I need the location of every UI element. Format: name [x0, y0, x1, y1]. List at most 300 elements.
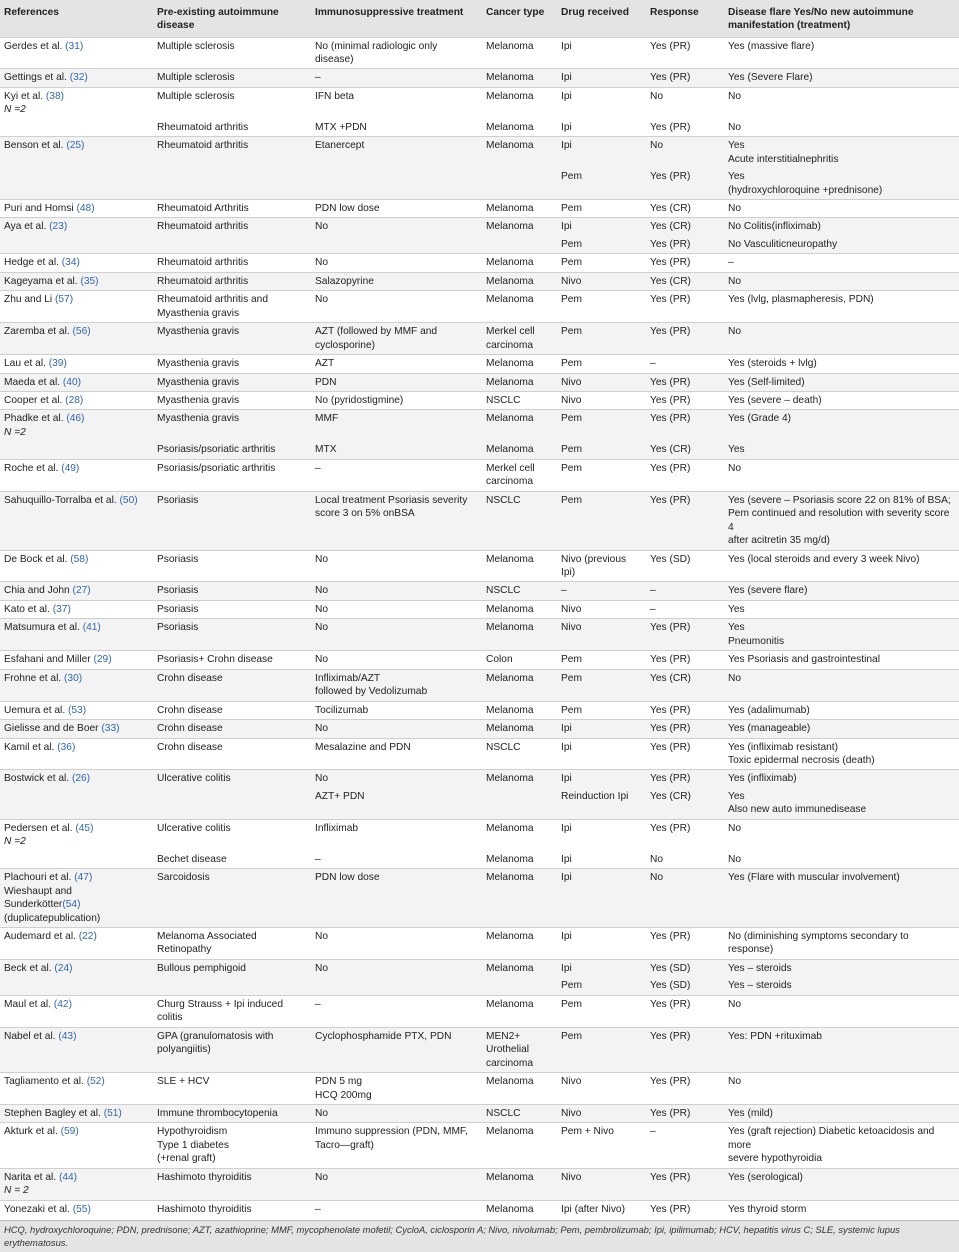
cell-drug: Pem	[557, 200, 646, 218]
cell-response: Yes (PR)	[646, 291, 724, 323]
cell-treatment: Cyclophosphamide PTX, PDN	[311, 1027, 482, 1072]
cell-treatment: No	[311, 1104, 482, 1122]
cell-reference	[0, 619, 153, 651]
cell-reference	[0, 392, 153, 410]
cell-cancer-type: NSCLC	[482, 1104, 557, 1122]
cell-disease: Myasthenia gravis	[153, 355, 311, 373]
cell-cancer-type: Melanoma	[482, 869, 557, 928]
reference-author: Kageyama et al.	[4, 275, 81, 287]
header-response: Response	[646, 0, 724, 37]
cell-disease: GPA (granulomatosis with polyangiitis)	[153, 1027, 311, 1072]
cell-cancer-type: Melanoma	[482, 410, 557, 441]
reference-author: Zhu and Li	[4, 294, 55, 306]
cell-treatment: Immuno suppression (PDN, MMF, Tacro—graft)	[311, 1123, 482, 1168]
cell-reference	[0, 254, 153, 272]
cell-disease: Hashimoto thyroiditis	[153, 1168, 311, 1200]
cell-flare: Yes (infliximab resistant) Toxic epidermal necrosis (death)	[724, 738, 959, 770]
cell-reference	[0, 977, 153, 995]
cell-disease	[153, 236, 311, 254]
cell-response: Yes (PR)	[646, 459, 724, 491]
cell-cancer-type: Melanoma	[482, 619, 557, 651]
cell-treatment: No	[311, 291, 482, 323]
table-row	[0, 87, 959, 118]
cell-flare: Yes (infliximab)	[724, 770, 959, 788]
cell-reference	[0, 87, 153, 118]
reference-citation-link[interactable]: (24)	[54, 962, 73, 974]
cell-drug: Ipi	[557, 738, 646, 770]
table-body	[0, 37, 959, 1218]
cell-cancer-type: Melanoma	[482, 1200, 557, 1218]
reference-citation-link[interactable]: (38)	[45, 90, 65, 102]
cell-cancer-type: Melanoma	[482, 720, 557, 738]
cell-treatment: PDN low dose	[311, 869, 482, 928]
cell-treatment: –	[311, 995, 482, 1027]
cell-drug: Ipi	[561, 121, 572, 133]
reference-citation-link[interactable]: (44)	[58, 1171, 78, 1183]
table-row	[0, 651, 959, 669]
cell-flare: Yes (manageable)	[724, 720, 959, 738]
reference-citation-link[interactable]: (22)	[78, 930, 97, 942]
reference-citation-link[interactable]: (39)	[48, 358, 67, 370]
cell-drug: Pem	[557, 1027, 646, 1072]
reference-citation-link[interactable]: (36)	[57, 741, 76, 753]
cell-response: No	[646, 87, 724, 118]
table-row	[0, 272, 959, 290]
cell-treatment: No	[311, 600, 482, 618]
cell-disease: Crohn disease	[153, 701, 311, 719]
cell-reference	[0, 459, 153, 491]
sample-size: N =2	[4, 426, 26, 438]
cell-flare: Yes (severe – Psoriasis score 22 on 81% of BSA; Pem continued and resolution with severity score 4 after acitretin 35 mg/d)	[724, 491, 959, 550]
cell-reference	[0, 788, 153, 819]
cell-treatment: PDN	[311, 373, 482, 391]
sample-size: N =2	[4, 104, 26, 116]
cell-cancer-type: Melanoma	[482, 137, 557, 168]
cell-treatment: IFN beta	[311, 87, 482, 118]
reference-author: Audemard et al.	[4, 930, 79, 942]
table-row	[0, 491, 959, 550]
cell-flare: No	[724, 669, 959, 701]
cell-reference	[0, 323, 153, 355]
cell-cancer-type: Melanoma	[482, 373, 557, 391]
cell-flare: Yes Also new auto immunedisease	[724, 788, 959, 819]
cell-flare: Yes (mild)	[724, 1104, 959, 1122]
reference-citation-link[interactable]: (52)	[86, 1076, 105, 1088]
cell-disease: Rheumatoid Arthritis	[153, 200, 311, 218]
cell-flare: No	[728, 853, 742, 865]
reference-citation-link[interactable]: (58)	[70, 553, 89, 565]
cell-treatment: No	[311, 582, 482, 600]
reference-author: Akturk et al.	[4, 1126, 61, 1138]
reference-author: Maeda et al.	[4, 376, 63, 388]
cell-response: Yes (PR)	[646, 701, 724, 719]
cell-disease	[153, 168, 311, 199]
cell-treatment: Tocilizumab	[311, 701, 482, 719]
cell-cancer-type	[482, 168, 557, 199]
cell-disease: Hashimoto thyroiditis	[153, 1200, 311, 1218]
cell-reference	[0, 37, 153, 69]
cell-cancer-type: Melanoma	[486, 40, 534, 52]
cell-flare: Yes (hydroxychloroquine +prednisone)	[724, 168, 959, 199]
cell-cancer-type	[482, 977, 557, 995]
cell-drug: Ipi	[557, 819, 646, 850]
cell-cancer-type: Melanoma	[482, 1073, 557, 1105]
sample-size: N = 2	[4, 1185, 29, 1197]
cell-drug: Ipi	[557, 87, 646, 118]
cell-cancer-type: Melanoma	[482, 819, 557, 850]
cell-response: Yes (SD)	[646, 959, 724, 977]
reference-citation-link[interactable]: (28)	[65, 395, 84, 407]
cell-cancer-type: Colon	[482, 651, 557, 669]
cell-reference	[0, 701, 153, 719]
reference-citation-link[interactable]: (25)	[66, 140, 85, 152]
cell-reference	[0, 236, 153, 254]
cell-drug: Pem	[557, 410, 646, 441]
reference-citation-link[interactable]: (29)	[93, 654, 112, 666]
cell-response: Yes (PR)	[646, 168, 724, 199]
cell-reference	[0, 441, 153, 459]
header-drug: Drug received	[557, 0, 646, 37]
reference-citation-link[interactable]: (50)	[119, 494, 138, 506]
reference-author: Esfahani and Miller	[4, 654, 94, 666]
reference-citation-link[interactable]: (41)	[82, 622, 101, 634]
reference-citation-link[interactable]: (45)	[75, 822, 94, 834]
cell-drug: Pem	[557, 977, 646, 995]
cell-flare: Yes (Grade 4)	[724, 410, 959, 441]
reference-author: Lau et al.	[4, 358, 49, 370]
cell-drug: Pem	[557, 701, 646, 719]
reference-citation-link[interactable]: (54)	[62, 899, 81, 911]
cell-reference	[0, 410, 153, 441]
cell-drug: Ipi	[557, 869, 646, 928]
cell-drug: –	[557, 582, 646, 600]
cell-response: No	[646, 869, 724, 928]
cell-reference	[0, 272, 153, 290]
cell-response: Yes (CR)	[646, 669, 724, 701]
reference-author: Tagliamento et al.	[4, 1076, 87, 1088]
cell-treatment: MMF	[311, 410, 482, 441]
cell-disease: Myasthenia gravis	[153, 373, 311, 391]
cell-reference	[0, 491, 153, 550]
cell-cancer-type: Melanoma	[482, 254, 557, 272]
reference-citation-link[interactable]: (23)	[49, 221, 68, 233]
cell-response: Yes (PR)	[646, 927, 724, 959]
reference-author: Kato et al.	[4, 603, 53, 615]
cell-flare: No	[724, 87, 959, 118]
header-flare: Disease flare Yes/No new autoimmune manifestation (treatment)	[724, 0, 959, 37]
reference-citation-link[interactable]: (42)	[53, 998, 72, 1010]
cell-treatment: No (pyridostigmine)	[311, 392, 482, 410]
cell-response: No	[650, 853, 664, 865]
cell-drug: Nivo	[557, 1073, 646, 1105]
reference-citation-link[interactable]: (57)	[54, 294, 74, 306]
cell-disease: Rheumatoid arthritis	[153, 254, 311, 272]
cell-drug: Ipi	[557, 720, 646, 738]
cell-response: No	[646, 137, 724, 168]
reference-citation-link[interactable]: (31)	[65, 40, 84, 52]
cell-reference	[0, 770, 153, 788]
reference-citation-link[interactable]: (51)	[103, 1107, 122, 1119]
cell-treatment	[311, 168, 482, 199]
cell-cancer-type: Melanoma	[482, 959, 557, 977]
cell-cancer-type: NSCLC	[482, 392, 557, 410]
cell-treatment: No	[311, 1168, 482, 1200]
table-row	[0, 959, 959, 977]
reference-citation-link[interactable]: (46)	[66, 413, 85, 425]
cell-disease: Psoriasis	[153, 600, 311, 618]
cell-disease: Psoriasis	[153, 550, 311, 582]
reference-citation-link[interactable]: (53)	[67, 704, 87, 716]
cell-flare: No	[724, 323, 959, 355]
table-row	[0, 819, 959, 850]
cell-disease: Bullous pemphigoid	[153, 959, 311, 977]
reference-citation-link[interactable]: (33)	[101, 723, 120, 735]
cell-reference	[0, 995, 153, 1027]
reference-author: De Bock et al.	[4, 553, 71, 565]
cell-cancer-type: Melanoma	[482, 441, 557, 459]
reference-citation-link[interactable]: (30)	[64, 672, 83, 684]
cell-flare: –	[724, 254, 959, 272]
reference-author: Hedge et al.	[4, 257, 62, 269]
cell-disease: Melanoma Associated Retinopathy	[153, 927, 311, 959]
reference-citation-link[interactable]: (27)	[72, 585, 91, 597]
reference-author: Roche et al.	[4, 462, 62, 474]
cell-treatment: Infliximab	[311, 819, 482, 850]
cell-flare: No	[724, 819, 959, 850]
cell-cancer-type: Melanoma	[482, 272, 557, 290]
table-row	[0, 582, 959, 600]
cell-disease: Churg Strauss + Ipi induced colitis	[153, 995, 311, 1027]
reference-citation-link[interactable]: (48)	[76, 203, 95, 215]
cell-flare: Yes (massive flare)	[728, 40, 815, 52]
cell-treatment: –	[315, 853, 321, 865]
table-row	[0, 373, 959, 391]
table-row	[0, 441, 959, 459]
cell-reference	[0, 218, 153, 236]
table-row	[0, 410, 959, 441]
cell-response: –	[646, 600, 724, 618]
cell-reference	[0, 1168, 153, 1200]
cell-drug: Ipi (after Nivo)	[557, 1200, 646, 1218]
cell-drug: Reinduction Ipi	[557, 788, 646, 819]
cell-response: Yes (PR)	[646, 995, 724, 1027]
reference-author: Maul et al.	[4, 998, 54, 1010]
reference-author: Cooper et al.	[4, 395, 66, 407]
table-row	[0, 669, 959, 701]
reference-author: Plachouri et al.	[4, 872, 75, 884]
cell-response: Yes (PR)	[646, 392, 724, 410]
cell-reference	[0, 651, 153, 669]
cell-cancer-type: Melanoma	[482, 600, 557, 618]
cell-cancer-type: Melanoma	[482, 291, 557, 323]
cell-drug: Nivo	[557, 1168, 646, 1200]
cell-disease: Multiple sclerosis	[153, 69, 311, 87]
cell-response: Yes (PR)	[646, 373, 724, 391]
reference-citation-link[interactable]: (37)	[52, 603, 71, 615]
cell-disease: Myasthenia gravis	[153, 392, 311, 410]
cell-flare: Yes (lvlg, plasmapheresis, PDN)	[724, 291, 959, 323]
cell-response: Yes (PR)	[646, 651, 724, 669]
cell-treatment: PDN low dose	[311, 200, 482, 218]
reference-citation-link[interactable]: (34)	[61, 257, 80, 269]
cell-treatment: –	[311, 69, 482, 87]
cell-cancer-type	[482, 236, 557, 254]
cell-flare: Yes – steroids	[724, 977, 959, 995]
cell-drug: Nivo	[557, 619, 646, 651]
cell-drug: Nivo	[557, 392, 646, 410]
cell-disease: Rheumatoid arthritis	[157, 121, 249, 133]
cell-drug: Ipi	[557, 927, 646, 959]
cell-disease: Rheumatoid arthritis	[153, 218, 311, 236]
cell-flare: No	[728, 121, 742, 133]
header-references: References	[0, 0, 153, 37]
cell-disease: Rheumatoid arthritis	[153, 137, 311, 168]
cell-flare: Yes (Self-limited)	[724, 373, 959, 391]
cell-treatment: Etanercept	[311, 137, 482, 168]
cell-disease: Ulcerative colitis	[153, 819, 311, 850]
cell-response: –	[646, 1123, 724, 1168]
cell-reference	[0, 819, 153, 850]
cell-drug: Nivo	[557, 1104, 646, 1122]
reference-citation-link[interactable]: (35)	[80, 275, 99, 287]
cell-flare: No Colitis(infliximab)	[724, 218, 959, 236]
cell-cancer-type: Melanoma	[482, 200, 557, 218]
cell-treatment: No (minimal radiologic only disease)	[315, 40, 438, 65]
cell-flare: Yes	[724, 600, 959, 618]
table-row	[0, 355, 959, 373]
table-row	[0, 291, 959, 323]
header-treatment: Immunosuppressive treatment	[311, 0, 482, 37]
cell-disease: Rheumatoid arthritis and Myasthenia gravis	[153, 291, 311, 323]
cell-disease	[153, 788, 311, 819]
cell-reference	[0, 600, 153, 618]
cell-treatment: No	[311, 927, 482, 959]
cell-reference	[0, 959, 153, 977]
cell-response: Yes (CR)	[646, 218, 724, 236]
cell-drug: Pem + Nivo	[557, 1123, 646, 1168]
cell-treatment: PDN 5 mg HCQ 200mg	[311, 1073, 482, 1105]
cell-response: Yes (CR)	[646, 788, 724, 819]
cell-response: Yes (PR)	[646, 1027, 724, 1072]
cell-drug: Pem	[557, 254, 646, 272]
table-row	[0, 1073, 959, 1105]
cell-disease: Psoriasis	[153, 582, 311, 600]
cell-reference	[0, 550, 153, 582]
cell-response: Yes (PR)	[646, 254, 724, 272]
cell-cancer-type: Melanoma	[482, 218, 557, 236]
reference-author: Zaremba et al.	[4, 326, 73, 338]
cell-disease: Psoriasis	[153, 619, 311, 651]
cell-treatment: No	[311, 720, 482, 738]
cell-drug: Pem	[557, 459, 646, 491]
cell-response: Yes (PR)	[646, 619, 724, 651]
header-cancer-type: Cancer type	[482, 0, 557, 37]
cell-disease: Psoriasis/psoriatic arthritis	[153, 441, 311, 459]
reference-author: Nabel et al.	[4, 1030, 59, 1042]
cell-flare: Yes (graft rejection) Diabetic ketoacidosis and more severe hypothyroidia	[724, 1123, 959, 1168]
cell-cancer-type: Melanoma	[482, 87, 557, 118]
cell-treatment: –	[311, 459, 482, 491]
cell-disease: Psoriasis+ Crohn disease	[153, 651, 311, 669]
table-row	[0, 977, 959, 995]
cell-response: Yes (PR)	[646, 1073, 724, 1105]
cell-disease: Ulcerative colitis	[153, 770, 311, 788]
table-row	[0, 1200, 959, 1218]
table-row	[0, 37, 959, 69]
cell-cancer-type: Melanoma	[482, 1168, 557, 1200]
cell-disease: Crohn disease	[153, 669, 311, 701]
table-footnote: HCQ, hydroxychloroquine; PDN, prednisone; AZT, azathioprine; MMF, mycophenolate mofetil; CycloA, ciclosporin A; Nivo, nivolumab; Pem, pembrolizumab; Ipi, ipilimumab; HCV, hepatitis virus C; SLE, systemic lupus erythematosus.	[0, 1220, 959, 1252]
cell-drug: Ipi	[557, 137, 646, 168]
cell-cancer-type: Melanoma	[482, 69, 557, 87]
reference-citation-link[interactable]: (55)	[72, 1203, 91, 1215]
cell-reference	[0, 869, 153, 928]
reference-author: Benson et al.	[4, 140, 67, 152]
cell-reference	[0, 927, 153, 959]
cell-cancer-type: Merkel cell carcinoma	[482, 459, 557, 491]
reference-author: Chia and John	[4, 585, 73, 597]
cell-drug: Nivo (previous Ipi)	[557, 550, 646, 582]
reference-author: Frohne et al.	[4, 672, 65, 684]
reference-citation-link[interactable]: (43)	[58, 1030, 77, 1042]
table-row	[0, 788, 959, 819]
reference-citation-link[interactable]: (59)	[60, 1126, 79, 1138]
cell-flare: No	[724, 1073, 959, 1105]
cell-cancer-type: Melanoma	[482, 550, 557, 582]
cell-response: Yes (PR)	[650, 121, 691, 133]
reference-citation-link[interactable]: (32)	[69, 72, 88, 84]
cell-reference	[0, 1104, 153, 1122]
table-header	[0, 0, 959, 37]
cell-disease: Crohn disease	[153, 720, 311, 738]
reference-author: Pedersen et al.	[4, 822, 76, 834]
reference-citation-link[interactable]: (47)	[74, 872, 93, 884]
reference-citation-link[interactable]: (26)	[71, 773, 91, 785]
reference-author: Puri and Homsi	[4, 203, 77, 215]
cell-reference	[0, 373, 153, 391]
cell-cancer-type: Melanoma	[482, 669, 557, 701]
cell-response: Yes (SD)	[646, 550, 724, 582]
cell-treatment: No	[311, 619, 482, 651]
cell-drug: Pem	[557, 651, 646, 669]
reference-author: Kyi et al.	[4, 90, 46, 102]
cell-response: –	[646, 355, 724, 373]
cell-disease: SLE + HCV	[153, 1073, 311, 1105]
reference-author: Aya et al.	[4, 221, 50, 233]
cell-drug: Ipi	[561, 853, 572, 865]
cell-flare: Yes thyroid storm	[724, 1200, 959, 1218]
cell-flare: Yes (severe – death)	[724, 392, 959, 410]
reference-citation-link[interactable]: (40)	[62, 376, 82, 388]
table-row	[0, 869, 959, 928]
cell-treatment: AZT (followed by MMF and cyclosporine)	[311, 323, 482, 355]
cell-flare: Yes – steroids	[724, 959, 959, 977]
table-row	[0, 236, 959, 254]
cell-cancer-type: Melanoma	[486, 853, 534, 865]
cell-drug: Nivo	[557, 272, 646, 290]
cell-reference	[0, 200, 153, 218]
cell-treatment: Infliximab/AZT followed by Vedolizumab	[311, 669, 482, 701]
cell-reference	[0, 1027, 153, 1072]
cell-response: Yes (PR)	[646, 738, 724, 770]
cell-treatment	[311, 977, 482, 995]
cell-cancer-type: MEN2+ Urothelial carcinoma	[482, 1027, 557, 1072]
reference-author: Gettings et al.	[4, 72, 70, 84]
cell-flare: No (diminishing symptoms secondary to response)	[724, 927, 959, 959]
cell-disease: Psoriasis/psoriatic arthritis	[153, 459, 311, 491]
reference-citation-link[interactable]: (49)	[61, 462, 80, 474]
reference-citation-link[interactable]: (56)	[72, 326, 91, 338]
